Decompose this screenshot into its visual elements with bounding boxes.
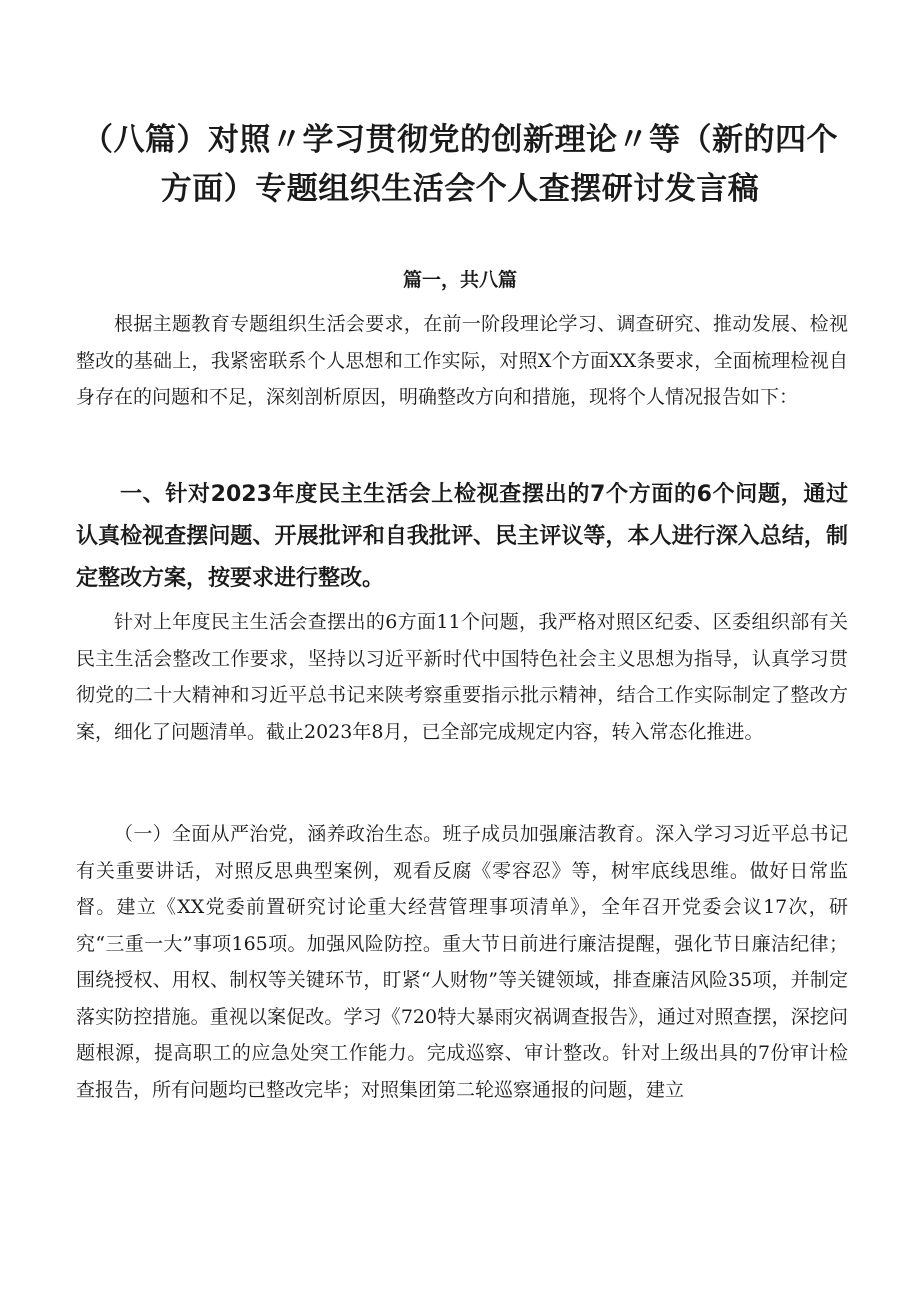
document-title: （八篇）对照〃学习贯彻党的创新理论〃等（新的四个方面）专题组织生活会个人查摆研讨发言稿 [82,122,838,207]
body-paragraph-2: 针对上年度民主生活会查摆出的6方面11个问题，我严格对照区纪委、区委组织部有关民主生活会整改工作要求，坚持以习近平新时代中国特色社会主义思想为指导，认真学习贯彻党的二十大精神和习近平总书记来陕考察重要指示批示精神，结合工作实际制定了整改方案，细化了问题清单。截止2023年8月，已全部完成规定内容，转入常态化推进。 [76,611,848,743]
intro-paragraph: 根据主题教育专题组织生活会要求，在前一阶段理论学习、调查研究、推动发展、检视整改的基础上，我紧密联系个人思想和工作实际，对照X个方面XX条要求，全面梳理检视自身存在的问题和不足，深刻剖析原因，明确整改方向和措施，现将个人情况报告如下： [76,313,848,408]
section-heading-1: 一、针对2023年度民主生活会上检视查摆出的7个方面的6个问题，通过认真检视查摆问题、开展批评和自我批评、民主评议等，本人进行深入总结，制定整改方案，按要求进行整改。 [76,482,848,591]
body-paragraph-3: （一）全面从严治党，涵养政治生态。班子成员加强廉洁教育。深入学习习近平总书记有关重要讲话，对照反思典型案例，观看反腐《零容忍》等，树牢底线思维。做好日常监督。建立《XX党委前置研究讨论重大经营管理事项清单》，全年召开党委会议17次，研究“三重一大”事项165项。加强风险防控。重大节日前进行廉洁提醒，强化节日廉洁纪律；围绕授权、用权、制权等关键环节，盯紧“人财物”等关键领域，排查廉洁风险35项，并制定落实防控措施。重视以案促改。学习《720特大暴雨灾祸调查报告》，通过对照查摆，深挖问题根源，提高职工的应急处突工作能力。完成巡察、审计整改。针对上级出具的7份审计检查报告，所有问题均已整改完毕；对照集团第二轮巡察通报的问题，建立 [76,823,848,1101]
article-subheading: 篇一，共八篇 [402,269,517,291]
